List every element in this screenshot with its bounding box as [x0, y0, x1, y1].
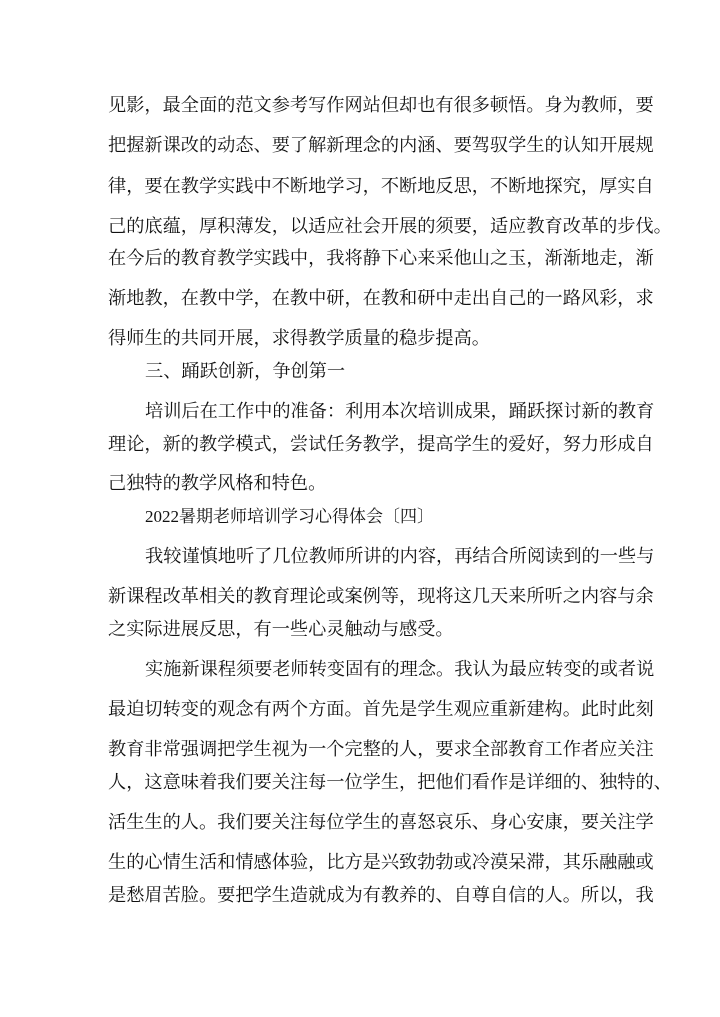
text-line: 之实际进展反思，有一些心灵触动与感受。: [108, 619, 454, 640]
text-line: 在今后的教育教学实践中，我将静下心来采他山之玉，渐渐地走，渐: [108, 248, 654, 269]
text-line: 把握新课改的动态、要了解新理念的内涵、要驾驭学生的认知开展规: [108, 135, 654, 156]
text-line: 理论，新的教学模式，尝试任务教学，提高学生的爱好，努力形成自: [108, 434, 654, 455]
text-line: 见影，最全面的范文参考写作网站但却也有很多顿悟。身为教师，要: [108, 95, 654, 116]
text-line: 己的底蕴，厚积薄发，以适应社会开展的须要，适应教育改革的步伐。: [108, 216, 672, 237]
text-line: 渐地教，在教中学，在教中研，在教和研中走出自己的一路风彩，求: [108, 288, 654, 309]
text-line: 教育非常强调把学生视为一个完整的人，要求全部教育工作者应关注: [108, 739, 654, 760]
text-line: 人，这意味着我们要关注每一位学生，把他们看作是详细的、独特的、: [108, 772, 672, 793]
article-title: 2022暑期老师培训学习心得体会〔四〕: [145, 507, 434, 526]
text-line: 律，要在教学实践中不断地学习，不断地反思，不断地探究，厚实自: [108, 176, 654, 197]
text-line: 我较谨慎地听了几位教师所讲的内容，再结合所阅读到的一些与: [145, 546, 655, 567]
text-line: 新课程改革相关的教育理论或案例等，现将这几天来所听之内容与余: [108, 586, 654, 607]
text-line: 活生生的人。我们要关注每位学生的喜怒哀乐、身心安康，要关注学: [108, 812, 654, 833]
text-line: 得师生的共同开展，求得教学质量的稳步提高。: [108, 328, 490, 349]
text-line: 生的心情生活和情感体验，比方是兴致勃勃或冷漠呆滞，其乐融融或: [108, 852, 654, 873]
text-line: 培训后在工作中的准备：利用本次培训成果，踊跃探讨新的教育: [145, 401, 655, 422]
text-line: 己独特的教学风格和特色。: [108, 473, 327, 494]
text-line: 是愁眉苦脸。要把学生造就成为有教养的、自尊自信的人。所以，我: [108, 885, 654, 906]
text-line: 实施新课程须要老师转变固有的理念。我认为最应转变的或者说: [145, 659, 655, 680]
section-heading: 三、踊跃创新，争创第一: [145, 361, 346, 382]
text-line: 最迫切转变的观念有两个方面。首先是学生观应重新建构。此时此刻: [108, 699, 654, 720]
